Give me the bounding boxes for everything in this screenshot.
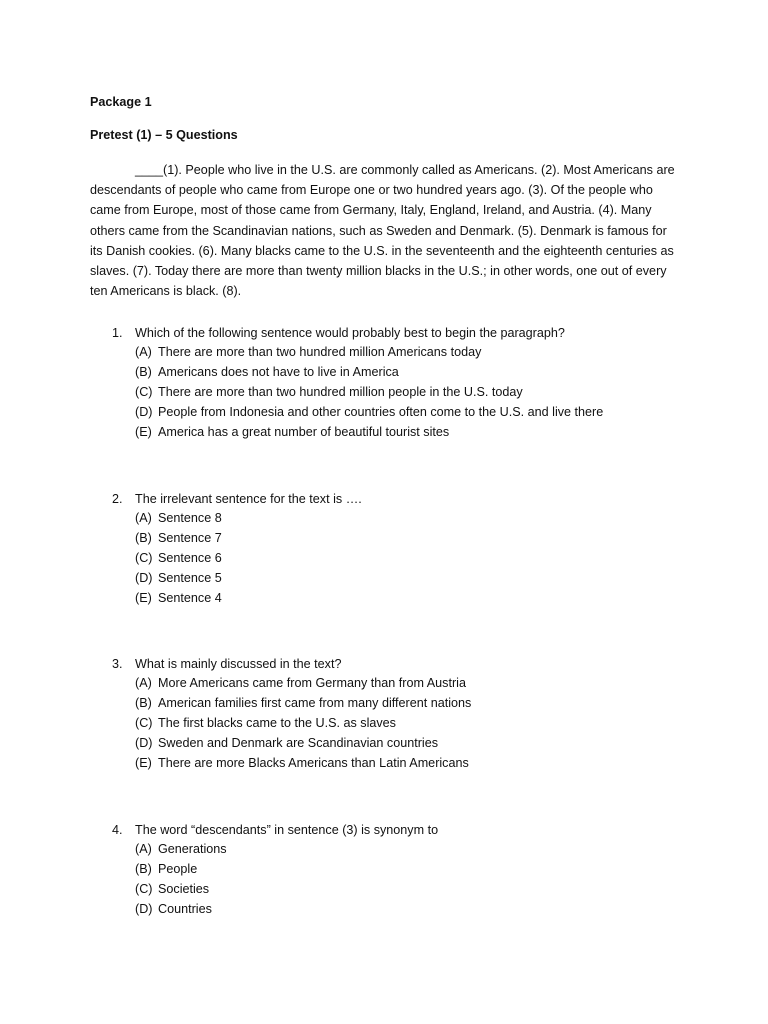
option-text: America has a great number of beautiful tourist sites (158, 425, 450, 440)
option-list (135, 509, 680, 609)
option-letter: (E) (135, 425, 152, 440)
option-text: The first blacks came to the U.S. as slaves (158, 716, 396, 731)
reading-passage: ____(1). People who live in the U.S. are commonly called as Americans. (2). Most Americans are descendants of people who came from Europe one or two hundred years ago. (3). Of the people who came from Europe, most of those came from Germany, Italy, England, Ireland, and Austria. (4). Many others came from the Scandinavian nations, such as Sweden and Denmark. (5). Denmark is famous for its Danish cookies. (6). Many blacks came to the U.S. in the seventeenth and the eighteenth centuries as slaves. (7). Today there are more than twenty million blacks in the U.S.; in other words, one out of every ten Americans is black. (8). (90, 163, 675, 299)
option-d (135, 900, 680, 920)
option-text: People from Indonesia and other countries often come to the U.S. and live there (158, 405, 604, 420)
option-d (135, 569, 680, 589)
option-text: People (158, 861, 198, 876)
option-c (135, 714, 680, 734)
option-text: Sentence 8 (158, 510, 222, 525)
option-letter: (B) (135, 861, 152, 876)
option-a (135, 674, 680, 694)
option-letter: (B) (135, 530, 152, 545)
option-text: American families first came from many different nations (158, 696, 472, 711)
option-a (135, 343, 680, 363)
option-a (135, 509, 680, 529)
option-text: Societies (158, 881, 210, 896)
option-list (135, 840, 680, 920)
question-text: What is mainly discussed in the text? (135, 657, 342, 672)
question-number: 2. (112, 491, 123, 506)
option-list (135, 343, 680, 443)
option-e (135, 754, 680, 774)
question-4 (90, 820, 680, 920)
option-text: Americans does not have to live in America (158, 365, 399, 380)
option-c (135, 549, 680, 569)
option-letter: (C) (135, 550, 153, 565)
document-subtitle: Pretest (1) – 5 Questions (90, 128, 238, 142)
option-text: Sentence 6 (158, 550, 222, 565)
option-b (135, 860, 680, 880)
option-text: There are more than two hundred million people in the U.S. today (158, 385, 523, 400)
option-c (135, 880, 680, 900)
option-letter: (D) (135, 405, 153, 420)
option-c (135, 383, 680, 403)
option-b (135, 363, 680, 383)
option-letter: (A) (135, 676, 152, 691)
option-letter: (C) (135, 716, 153, 731)
question-2 (90, 489, 680, 609)
option-letter: (D) (135, 736, 153, 751)
question-number: 4. (112, 823, 123, 838)
option-text: Countries (158, 901, 212, 916)
option-text: There are more than two hundred million Americans today (158, 345, 482, 360)
option-d (135, 403, 680, 423)
option-d (135, 734, 680, 754)
question-text: The irrelevant sentence for the text is …. (135, 491, 362, 506)
question-text: The word “descendants” in sentence (3) is synonym to (135, 823, 439, 838)
question-1 (90, 323, 680, 443)
option-text: Sentence 4 (158, 590, 222, 605)
option-letter: (D) (135, 570, 153, 585)
option-text: Sentence 5 (158, 570, 222, 585)
option-text: There are more Blacks Americans than Latin Americans (158, 756, 469, 771)
option-letter: (A) (135, 345, 152, 360)
option-letter: (B) (135, 696, 152, 711)
question-3 (90, 654, 680, 774)
option-e (135, 589, 680, 609)
option-letter: (D) (135, 901, 153, 916)
question-list (90, 323, 680, 919)
option-text: More Americans came from Germany than from Austria (158, 676, 466, 691)
option-letter: (C) (135, 881, 153, 896)
option-e (135, 423, 680, 443)
option-letter: (A) (135, 842, 152, 857)
option-text: Sweden and Denmark are Scandinavian countries (158, 736, 439, 751)
question-number: 1. (112, 326, 123, 341)
option-text: Sentence 7 (158, 530, 222, 545)
document-title: Package 1 (90, 95, 152, 109)
document-page (90, 92, 680, 920)
option-a (135, 840, 680, 860)
question-text: Which of the following sentence would probably best to begin the paragraph? (135, 326, 565, 341)
option-text: Generations (158, 842, 227, 857)
option-letter: (B) (135, 365, 152, 380)
question-number: 3. (112, 657, 123, 672)
option-b (135, 529, 680, 549)
option-letter: (A) (135, 510, 152, 525)
option-letter: (E) (135, 590, 152, 605)
option-b (135, 694, 680, 714)
option-letter: (C) (135, 385, 153, 400)
option-letter: (E) (135, 756, 152, 771)
option-list (135, 674, 680, 774)
